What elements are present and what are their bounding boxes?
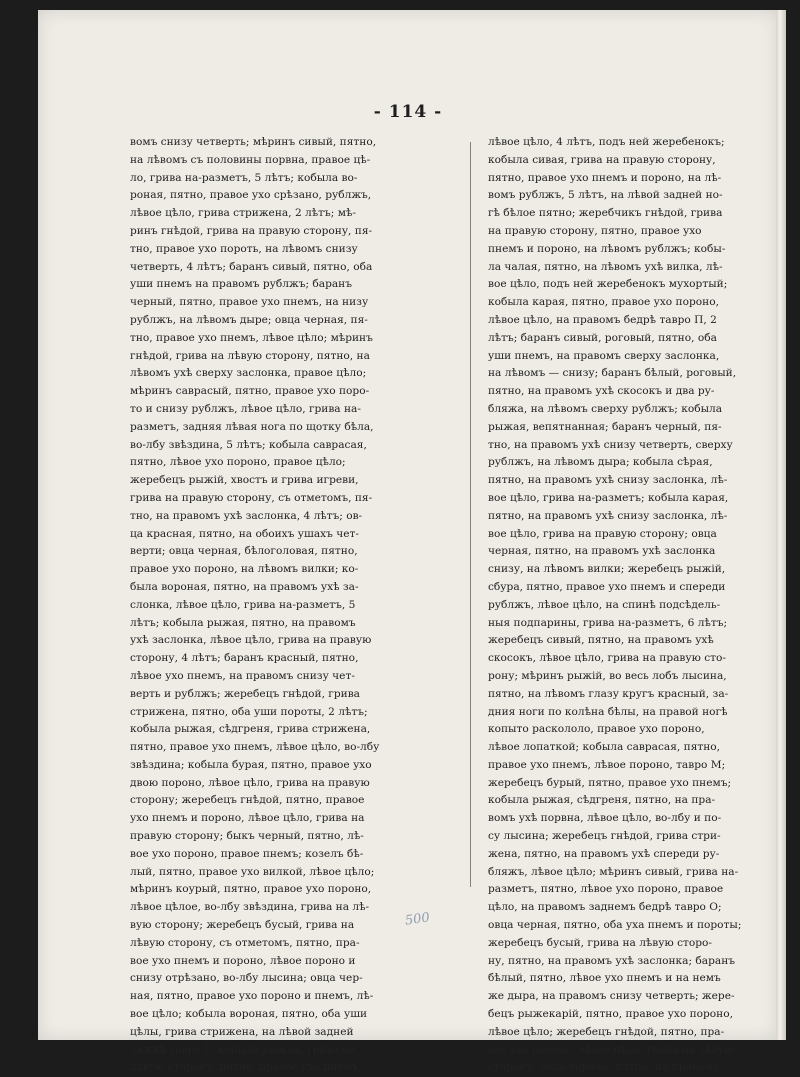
page-number: - 114 -	[373, 102, 443, 122]
left-column-line: ло, грива на-разметъ, 5 лѣтъ; кобыла во-	[130, 171, 358, 184]
right-column-line: скосокъ, лѣвое цѣло, грива на правую сто-	[488, 652, 726, 665]
left-column-line: лѣвое ухо пнемъ, на правомъ снизу чет-	[130, 669, 355, 682]
left-column-line: двою пороно, лѣвое цѣло, грива на правую	[130, 776, 370, 789]
left-column-line: мѣринъ коурый, пятно, правое ухо пороно,	[130, 883, 372, 896]
right-column-line: пятно, на лѣвомъ глазу кругъ красный, за-	[488, 687, 729, 700]
left-column-line: пятно, лѣвое ухо пороно, правое цѣло;	[130, 456, 346, 469]
left-column-line: верть и рублжъ; жеребецъ гнѣдой, грива	[130, 687, 360, 700]
column-divider	[470, 142, 471, 887]
right-column-line: гѣ бѣлое пятно; жеребчикъ гнѣдой, грива	[488, 207, 723, 220]
right-column-line: кобыла карая, пятно, правое ухо пороно,	[488, 296, 719, 309]
left-column-line: вое ухо пнемъ и пороно, лѣвое пороно и	[130, 954, 356, 967]
document-page	[38, 10, 778, 1074]
right-column-line: рыжая, вепятнанная; баранъ черный, пя-	[488, 420, 722, 433]
right-column-line: лѣвое цѣло, 4 лѣтъ, подъ ней жеребенокъ;	[488, 136, 725, 148]
left-column-line: ная, пятно, правое ухо пороно и пнемъ, лѣ-	[130, 990, 374, 1003]
left-column-line: рублжъ, на лѣвомъ дыре; овца черная, пя-	[130, 313, 368, 326]
right-column-line: цѣло, на правомъ заднемъ бедрѣ тавро О;	[488, 901, 722, 914]
left-column-line: ухѣ заслонка, лѣвое цѣло, грива на правую	[130, 634, 372, 647]
right-column-line: лѣвое лопаткой; кобыла саврасая, пятно,	[488, 741, 721, 754]
right-column-line: лѣвое цѣло; жеребецъ гнѣдой, пятно, пра-	[488, 1025, 725, 1038]
right-column-line: вое цѣло, грива на-разметъ; кобыла карая,	[488, 491, 729, 504]
right-column-line: на правую сторону, пятно, правое ухо	[488, 224, 702, 237]
left-column-line: лѣвую сторону, съ отметомъ, пятно, пра-	[130, 936, 360, 949]
left-column-line: снизу отрѣзано, во-лбу лысина; овца чер-	[130, 972, 363, 985]
right-column-line: вомъ ухѣ порвна, лѣвое цѣло, во-лбу и по-	[488, 812, 722, 825]
right-column-line: пнемъ и пороно, на лѣвомъ рублжъ; кобы-	[488, 242, 726, 255]
right-column-line: же дыра, на правомъ снизу четверть; жере-	[488, 990, 735, 1003]
right-column-line: снизу, на лѣвомъ вилки; жеребецъ рыжій,	[488, 563, 726, 576]
left-column-line: то и снизу рублжъ, лѣвое цѣло, грива на-	[130, 402, 361, 415]
left-column-line: лый, пятно, правое ухо вилкой, лѣвое цѣло;	[130, 865, 375, 878]
left-column-line: уши пнемъ на правомъ рублжъ; баранъ	[130, 278, 352, 291]
handwritten-stamp: 500	[404, 910, 431, 929]
right-column-line: правое ухо пнемъ, лѣвое пороно, тавро М;	[488, 758, 726, 771]
left-column-line: ухо пнемъ и пороно, лѣвое цѣло, грива на	[130, 812, 365, 825]
right-column-line: жеребецъ сивый, пятно, на правомъ ухѣ	[488, 634, 714, 647]
right-column-line: рублжъ, на лѣвомъ дыра; кобыла сѣрая,	[488, 456, 713, 469]
right-column-line: ну, пятно, на правомъ ухѣ заслонка; баранъ	[488, 954, 736, 967]
left-column-line: была вороная, пятно, на правомъ ухѣ за-	[130, 580, 359, 593]
right-column-line: сбура, пятно, правое ухо пнемъ и спереди	[488, 580, 726, 593]
right-column-line: уши пнемъ, на правомъ сверху заслонка,	[488, 349, 720, 362]
left-column-line: черный, пятно, правое ухо пнемъ, на низу	[130, 296, 369, 309]
left-column-line: ринъ гнѣдой, грива на правую сторону, пя-	[130, 224, 373, 237]
right-column-line: ныя подпарины, грива на-разметъ, 6 лѣтъ;	[488, 616, 728, 629]
right-column-line: ла чалая, пятно, на лѣвомъ ухѣ вилка, лѣ-	[488, 260, 723, 273]
left-column-line: цѣлы, грива стрижена, на лѣвой задней	[130, 1025, 354, 1038]
right-column-line: пятно, на правомъ ухѣ снизу заслонка, лѣ-	[488, 474, 728, 487]
right-column-line: бляжъ, лѣвое цѣло; мѣринъ сивый, грива на-	[488, 865, 739, 878]
right-column-line: вое цѣло, подъ ней жеребенокъ мухортый;	[488, 278, 728, 291]
left-column-line: правое ухо пороно, на лѣвомъ вилки; ко-	[130, 563, 359, 576]
right-column-line: вое цѣло, грива на правую сторону; овца	[488, 527, 717, 540]
right-column-line: пятно, на правомъ ухѣ скосокъ и два ру-	[488, 385, 715, 398]
right-column-line: бляжа, на лѣвомъ сверху рублжъ; кобыла	[488, 402, 723, 415]
right-column-line: сторону; овца черная, пятно, на правомъ	[488, 1061, 720, 1074]
left-column-line: пятно, правое ухо пнемъ, лѣвое цѣло, во-лбу	[130, 741, 380, 754]
right-column-line: су лысина; жеребецъ гнѣдой, грива стри-	[488, 830, 721, 843]
left-text-column	[130, 134, 460, 1077]
left-column-line: гнѣдой, грива на лѣвую сторону, пятно, на	[130, 349, 370, 362]
left-column-line: жеребецъ рыжій, хвостъ и грива игреви,	[130, 474, 359, 487]
left-column-line: на лѣвомъ съ половины порвна, правое цѣ-	[130, 153, 371, 166]
left-column-line: кобыла рыжая, сѣдгреня, грива стрижена,	[130, 723, 371, 736]
right-column-line: рону; мѣринъ рыжій, во весь лобъ лысина,	[488, 669, 727, 682]
left-column-line: роная, пятно, правое ухо срѣзано, рублжъ,	[130, 189, 372, 202]
right-column-line: рублжъ, лѣвое цѣло, на спинѣ подсѣдель-	[488, 598, 721, 611]
left-column-line: лѣвое цѣлое, во-лбу звѣздина, грива на лѣ-	[130, 901, 370, 914]
left-column-line: четверть, 4 лѣтъ; баранъ сивый, пятно, оба	[130, 260, 373, 273]
left-column-line: мѣринъ саврасый, пятно, правое ухо поро-	[130, 385, 370, 398]
left-column-line: грива на правую сторону, съ отметомъ, пя-	[130, 491, 373, 504]
left-column-line: вое ухо пороно, правое пнемъ; козелъ бѣ-	[130, 847, 364, 860]
right-column-line: кобыла сивая, грива на правую сторону,	[488, 153, 716, 166]
left-column-line: стрижена, пятно, оба уши пороты, 2 лѣтъ;	[130, 705, 368, 718]
left-column-line: вое цѣло; кобыла вороная, пятно, оба уши	[130, 1008, 368, 1021]
left-column-line: тно, правое ухо пнемъ, лѣвое цѣло; мѣринъ	[130, 331, 373, 344]
left-column-line: лѣвое цѣло, грива стрижена, 2 лѣтъ; мѣ-	[130, 207, 356, 220]
right-column-line: жеребецъ бурый, пятно, правое ухо пнемъ;	[488, 776, 732, 789]
left-column-line: тно, на правомъ ухѣ заслонка, 4 лѣтъ; ов-	[130, 509, 363, 522]
left-column-line: тно, правое ухо пороть, на лѣвомъ снизу	[130, 242, 358, 255]
page-edge	[776, 10, 786, 1040]
left-column-line: лѣвую сторону, пятно, правое ухо пнемъ,	[130, 1061, 362, 1074]
left-column-line: лѣвомъ ухѣ сверху заслонка, правое цѣло;	[130, 367, 367, 380]
right-column-line: бѣлый, пятно, лѣвое ухо пнемъ и на немъ	[488, 972, 721, 985]
right-column-line: бецъ рыжекарій, пятно, правое ухо пороно,	[488, 1008, 733, 1021]
right-column-line: лѣвое цѣло, на правомъ бедрѣ тавро П, 2	[488, 313, 717, 326]
right-column-line: дния ноги по колѣна бѣлы, на правой ногѣ	[488, 705, 728, 718]
right-text-column	[488, 134, 800, 1077]
left-column-line: вую сторону; жеребецъ бусый, грива на	[130, 919, 355, 932]
right-column-line: овца черная, пятно, оба уха пнемъ и пороты;	[488, 919, 742, 932]
right-column-line: пятно, на правомъ ухѣ снизу заслонка, лѣ-	[488, 509, 728, 522]
right-column-line: вомъ рублжъ, 5 лѣтъ, на лѣвой задней но-	[488, 189, 723, 202]
left-column-line: лѣтъ; кобыла рыжая, пятно, на правомъ	[130, 616, 356, 629]
right-column-line: пятно, правое ухо пнемъ и пороно, на лѣ-	[488, 171, 722, 184]
left-column-line: ляжкѣ тавро Г; кобыла рыжая, грива на	[130, 1043, 356, 1056]
left-column-line: сторону; жеребецъ гнѣдой, пятно, правое	[130, 794, 365, 807]
right-column-line: копыто раскололо, правое ухо пороно,	[488, 723, 705, 736]
left-column-line: вомъ снизу четверть; мѣринъ сивый, пятно,	[130, 136, 377, 148]
left-column-line: слонка, лѣвое цѣло, грива на-разметъ, 5	[130, 598, 356, 611]
left-column-line: сторону, 4 лѣтъ; баранъ красный, пятно,	[130, 652, 359, 665]
left-column-line: ца красная, пятно, на обоихъ ушахъ чет-	[130, 527, 359, 540]
left-column-line: во-лбу звѣздина, 5 лѣтъ; кобыла саврасая,	[130, 438, 367, 451]
right-column-line: жеребецъ бусый, грива на лѣвую сторо-	[488, 936, 713, 949]
left-column-line: верти; овца черная, бѣлоголовая, пятно,	[130, 545, 358, 558]
right-column-line: лѣтъ; баранъ сивый, роговый, пятно, оба	[488, 331, 717, 344]
left-column-line: звѣздина; кобыла бурая, пятно, правое ухо	[130, 758, 372, 771]
left-column-line: разметъ, задняя лѣвая нога по щотку бѣла,	[130, 420, 374, 433]
right-column-line: разметъ, пятно, лѣвое ухо пороно, правое	[488, 883, 724, 896]
right-column-line: кобыла рыжая, сѣдгреня, пятно, на пра-	[488, 794, 716, 807]
left-column-line: правую сторону; быкъ черный, пятно, лѣ-	[130, 830, 364, 843]
right-column-line: тно, на правомъ ухѣ снизу четверть, сверху	[488, 438, 733, 451]
right-column-line: жена, пятно, на правомъ ухѣ спереди ру-	[488, 847, 720, 860]
right-column-line: черная, пятно, на правомъ ухѣ заслонка	[488, 545, 716, 558]
right-column-line: вое ухо пороно, лѣвое цѣло, грива на лѣвую	[488, 1043, 734, 1056]
right-column-line: на лѣвомъ — снизу; баранъ бѣлый, роговый,	[488, 367, 737, 380]
